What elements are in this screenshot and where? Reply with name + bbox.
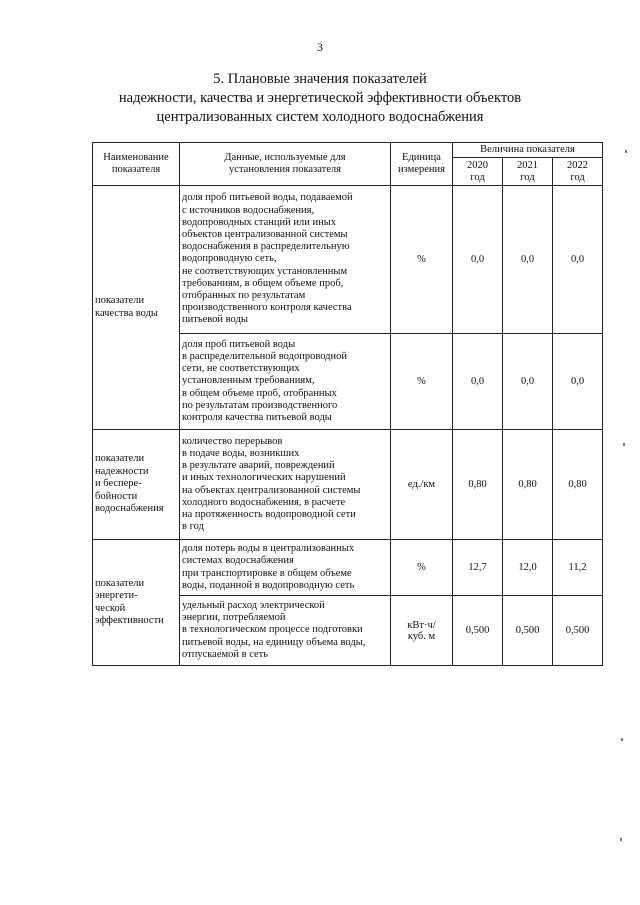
table-row: [93, 540, 603, 596]
header-year-2021: 2021 год: [503, 158, 553, 186]
value-2020: 0,80: [453, 430, 503, 540]
value-2020: 12,7: [453, 540, 503, 596]
title-line: централизованных систем холодного водоснабжения: [156, 109, 484, 125]
header-year-2020: 2020 год: [453, 158, 503, 186]
value-2022: 0,0: [553, 334, 603, 430]
title-line: надежности, качества и энергетической эффективности объектов: [118, 90, 522, 106]
category-reliability: показатели надежности и беспере- бойности водоснабжения: [93, 430, 180, 540]
unit-cell: кВт·ч/ куб. м: [391, 596, 453, 666]
indicators-table: [92, 142, 603, 666]
unit-cell: ед./км: [391, 430, 453, 540]
table-row: [93, 430, 603, 540]
value-2021: 12,0: [503, 540, 553, 596]
value-2022: 0,0: [553, 186, 603, 334]
header-name: Наименование показателя: [93, 143, 180, 186]
scan-speck: [620, 838, 622, 841]
category-water-quality: показатели качества воды: [93, 186, 180, 430]
scan-speck: [623, 443, 625, 446]
indicator-description: количество перерывов в подаче воды, возникших в результате аварий, повреждений и иных технологических нарушений на объектах централизованной системы холодного водоснабжения, в расчете на протяженность водопроводной сети в год: [180, 430, 391, 540]
indicator-description: доля проб питьевой воды, подаваемой с источников водоснабжения, водопроводных станций или иных объектов централизованной системы водоснабжения в распределительную водопроводную сеть, не соответствующих установленным требованиям, в общем объеме проб, отобранных по результатам производственного контроля качества питьевой воды: [180, 186, 391, 334]
value-2020: 0,0: [453, 186, 503, 334]
header-value: Величина показателя: [453, 143, 603, 158]
value-2022: 11,2: [553, 540, 603, 596]
value-2021: 0,80: [503, 430, 553, 540]
header-year-2022: 2022 год: [553, 158, 603, 186]
value-2020: 0,500: [453, 596, 503, 666]
indicator-description: доля проб питьевой воды в распределительной водопроводной сети, не соответствующих установленным требованиям, в общем объеме проб, отобранных по результатам производственного контроля качества питьевой воды: [180, 334, 391, 430]
scan-speck: [625, 150, 627, 153]
table-row: [93, 186, 603, 334]
page-number: 3: [317, 40, 323, 54]
indicator-description: удельный расход электрической энергии, потребляемой в технологическом процессе подготовки питьевой воды, на единицу объема воды, отпускаемой в сеть: [180, 596, 391, 666]
header-unit: Единица измерения: [391, 143, 453, 186]
unit-cell: %: [391, 334, 453, 430]
unit-cell: %: [391, 540, 453, 596]
value-2022: 0,80: [553, 430, 603, 540]
header-data: Данные, используемые для установления показателя: [180, 143, 391, 186]
value-2022: 0,500: [553, 596, 603, 666]
value-2021: 0,0: [503, 334, 553, 430]
value-2020: 0,0: [453, 334, 503, 430]
unit-cell: %: [391, 186, 453, 334]
indicator-description: доля потерь воды в централизованных системах водоснабжения при транспортировке в общем объеме воды, поданной в водопроводную сеть: [180, 540, 391, 596]
value-2021: 0,500: [503, 596, 553, 666]
section-title: [0, 70, 640, 127]
value-2021: 0,0: [503, 186, 553, 334]
scan-speck: [621, 738, 623, 741]
category-energy-efficiency: показатели энергети- ческой эффективности: [93, 540, 180, 666]
title-line: 5. Плановые значения показателей: [213, 71, 427, 87]
